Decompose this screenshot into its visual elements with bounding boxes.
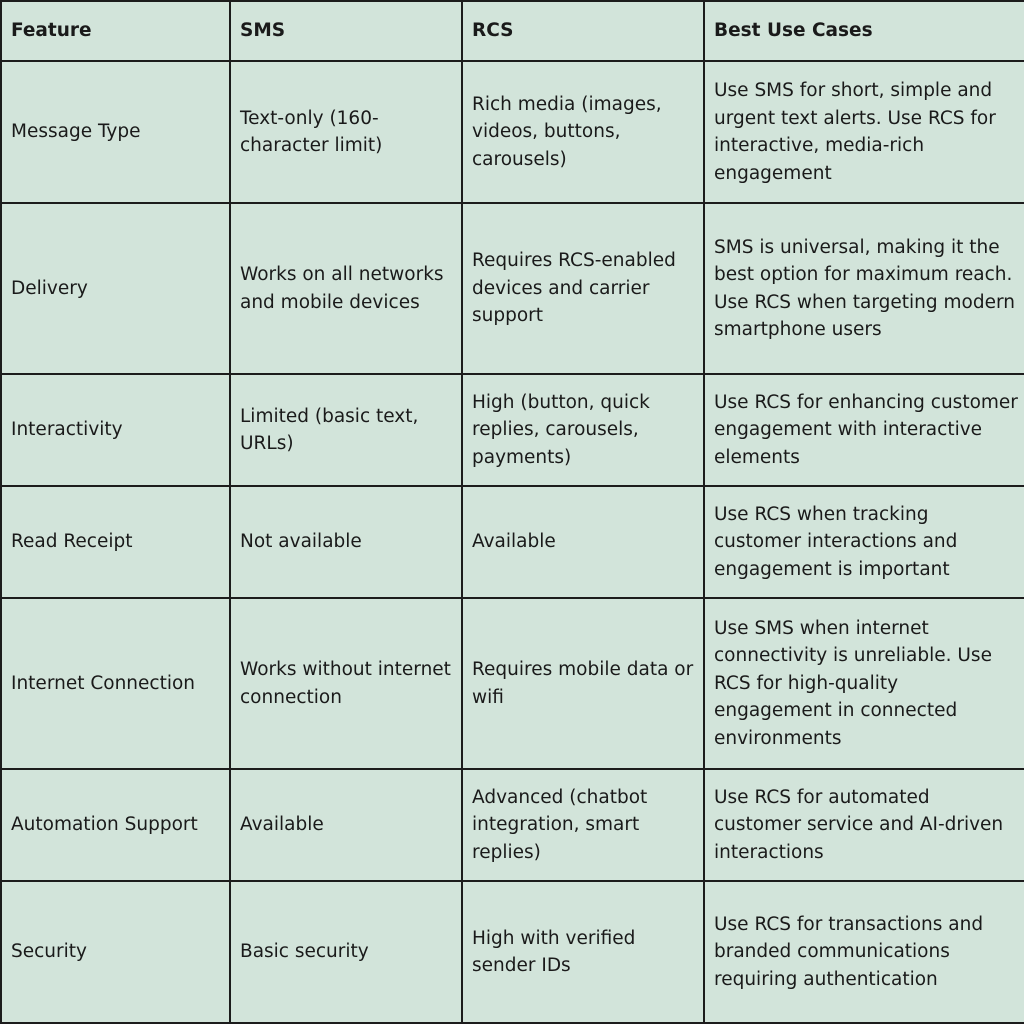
header-sms: SMS	[230, 1, 462, 61]
feature-cell: Interactivity	[1, 374, 230, 486]
table-row	[1, 881, 1024, 1023]
rcs-cell: Requires RCS-enabled devices and carrier support	[462, 203, 704, 374]
feature-cell: Delivery	[1, 203, 230, 374]
rcs-cell: Rich media (images, videos, buttons, carousels)	[462, 61, 704, 203]
rcs-cell: High with verified sender IDs	[462, 881, 704, 1023]
use-case-cell: Use RCS for transactions and branded communications requiring authentication	[704, 881, 1024, 1023]
feature-cell: Automation Support	[1, 769, 230, 881]
use-case-cell: Use SMS when internet connectivity is unreliable. Use RCS for high-quality engagement in connected environments	[704, 598, 1024, 769]
table-row	[1, 61, 1024, 203]
header-best-use-cases: Best Use Cases	[704, 1, 1024, 61]
sms-cell: Works without internet connection	[230, 598, 462, 769]
use-case-cell: Use RCS for enhancing customer engagement with interactive elements	[704, 374, 1024, 486]
use-case-cell: SMS is universal, making it the best option for maximum reach. Use RCS when targeting modern smartphone users	[704, 203, 1024, 374]
sms-cell: Text-only (160-character limit)	[230, 61, 462, 203]
table-row	[1, 598, 1024, 769]
rcs-cell: Requires mobile data or wifi	[462, 598, 704, 769]
table-row	[1, 486, 1024, 598]
feature-cell: Message Type	[1, 61, 230, 203]
table-row	[1, 769, 1024, 881]
feature-cell: Internet Connection	[1, 598, 230, 769]
use-case-cell: Use RCS when tracking customer interactions and engagement is important	[704, 486, 1024, 598]
rcs-cell: High (button, quick replies, carousels, payments)	[462, 374, 704, 486]
header-row	[1, 1, 1024, 61]
feature-cell: Read Receipt	[1, 486, 230, 598]
rcs-cell: Advanced (chatbot integration, smart replies)	[462, 769, 704, 881]
sms-cell: Available	[230, 769, 462, 881]
sms-cell: Basic security	[230, 881, 462, 1023]
rcs-cell: Available	[462, 486, 704, 598]
table-row	[1, 203, 1024, 374]
use-case-cell: Use RCS for automated customer service and AI-driven interactions	[704, 769, 1024, 881]
table-row	[1, 374, 1024, 486]
header-rcs: RCS	[462, 1, 704, 61]
use-case-cell: Use SMS for short, simple and urgent text alerts. Use RCS for interactive, media-rich engagement	[704, 61, 1024, 203]
header-feature: Feature	[1, 1, 230, 61]
sms-cell: Limited (basic text, URLs)	[230, 374, 462, 486]
sms-cell: Works on all networks and mobile devices	[230, 203, 462, 374]
sms-cell: Not available	[230, 486, 462, 598]
feature-cell: Security	[1, 881, 230, 1023]
